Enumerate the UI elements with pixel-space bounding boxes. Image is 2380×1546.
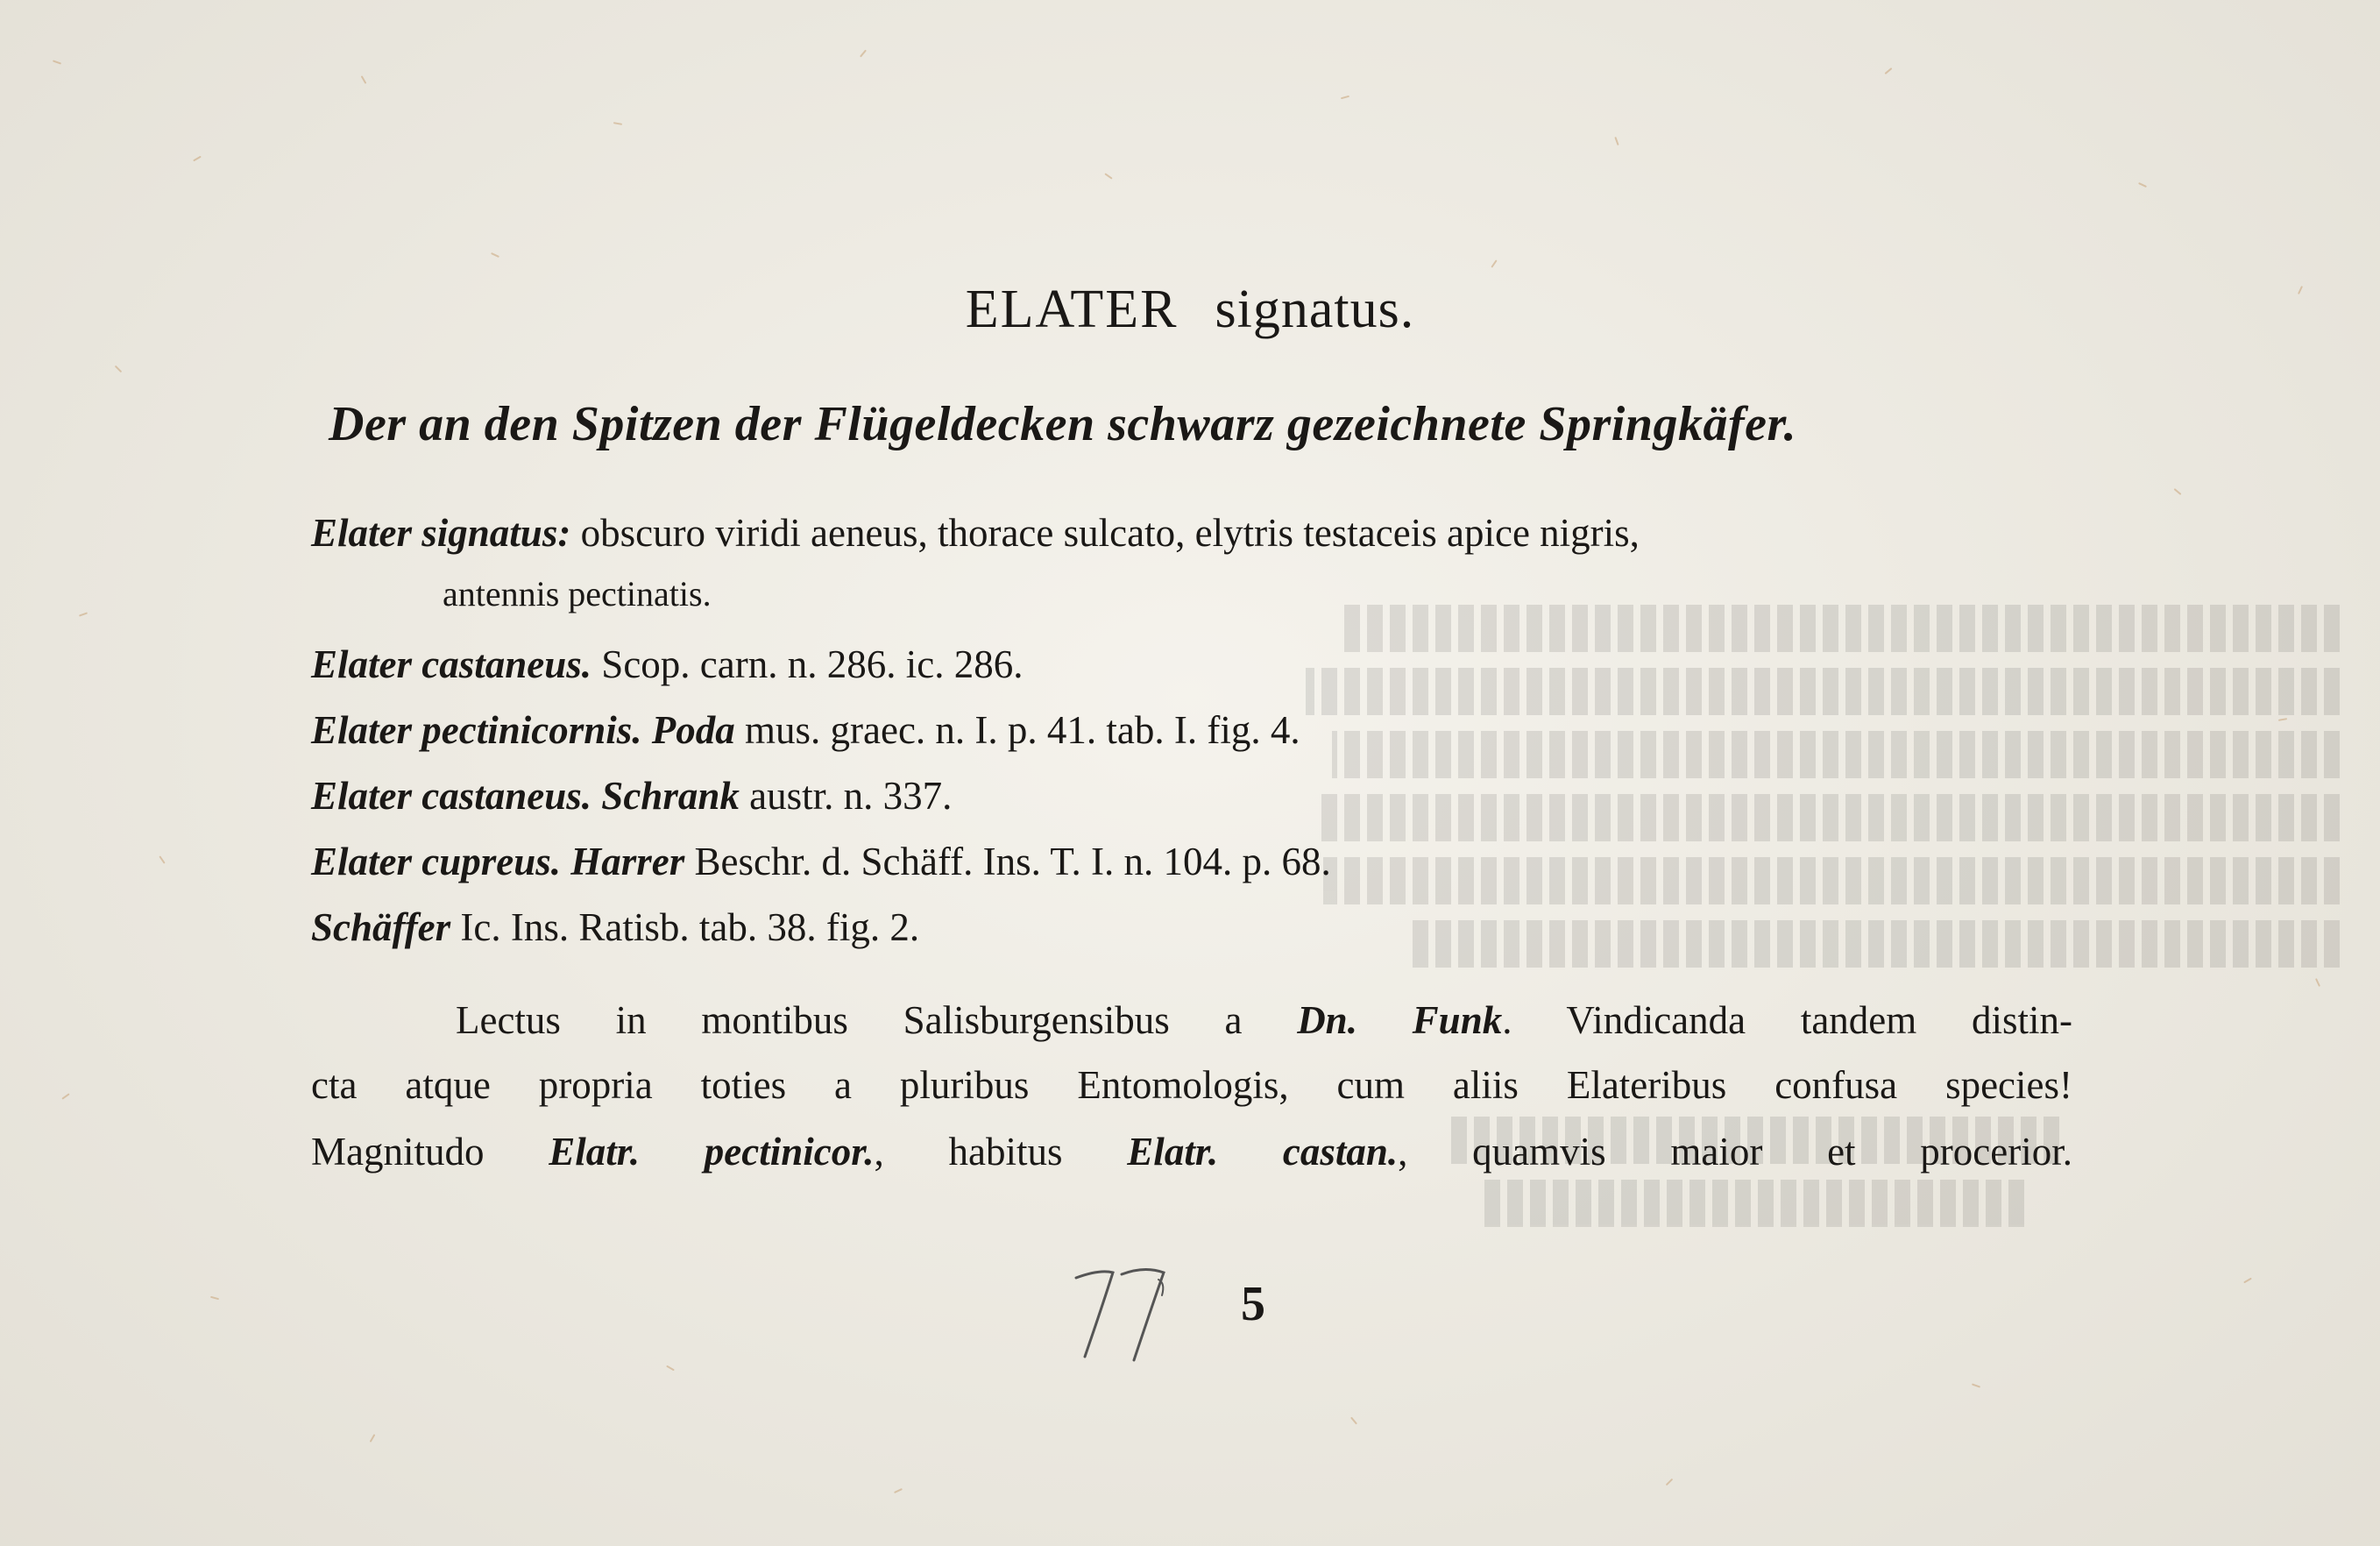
synonym-entry: Elater signatus: obscuro viridi aeneus, thorace sulcato, elytris testaceis apice nigris, <box>311 511 1640 555</box>
synonym-continuation: antennis pectinatis. <box>443 574 712 613</box>
handwritten-note <box>1060 1253 1183 1367</box>
synonym-entry: Elater castaneus. Scop. carn. n. 286. ic. 286. <box>311 642 1024 686</box>
synonym-entry: Elater castaneus. Schrank austr. n. 337. <box>311 774 953 818</box>
description-line-1: Lectus in montibus Salisburgensibus a Dn. Funk. Vindicanda tandem distin- <box>456 998 2072 1042</box>
synonym-entry: Schäffer Ic. Ins. Ratisb. tab. 38. fig. 2. <box>311 905 920 949</box>
synonym-entry: Elater cupreus. Harrer Beschr. d. Schäff. Ins. T. I. n. 104. p. 68. <box>311 840 1331 883</box>
description-line-2: cta atque propria toties a pluribus Entomologis, cum aliis Elateribus confusa species! <box>311 1063 2072 1107</box>
description-line-3: Magnitudo Elatr. pectinicor., habitus Elatr. castan., quamvis maior et procerior. <box>311 1130 2072 1174</box>
synonym-entry: Elater pectinicornis. Poda mus. graec. n. I. p. 41. tab. I. fig. 4. <box>311 708 1300 752</box>
page-number: 5 <box>1241 1277 1265 1331</box>
german-subtitle: Der an den Spitzen der Flügeldecken schwarz gezeichnete Springkäfer. <box>329 397 1797 451</box>
species-name: signatus. <box>1215 280 1415 339</box>
species-heading <box>0 279 2380 341</box>
genus-name: ELATER <box>965 280 1179 339</box>
